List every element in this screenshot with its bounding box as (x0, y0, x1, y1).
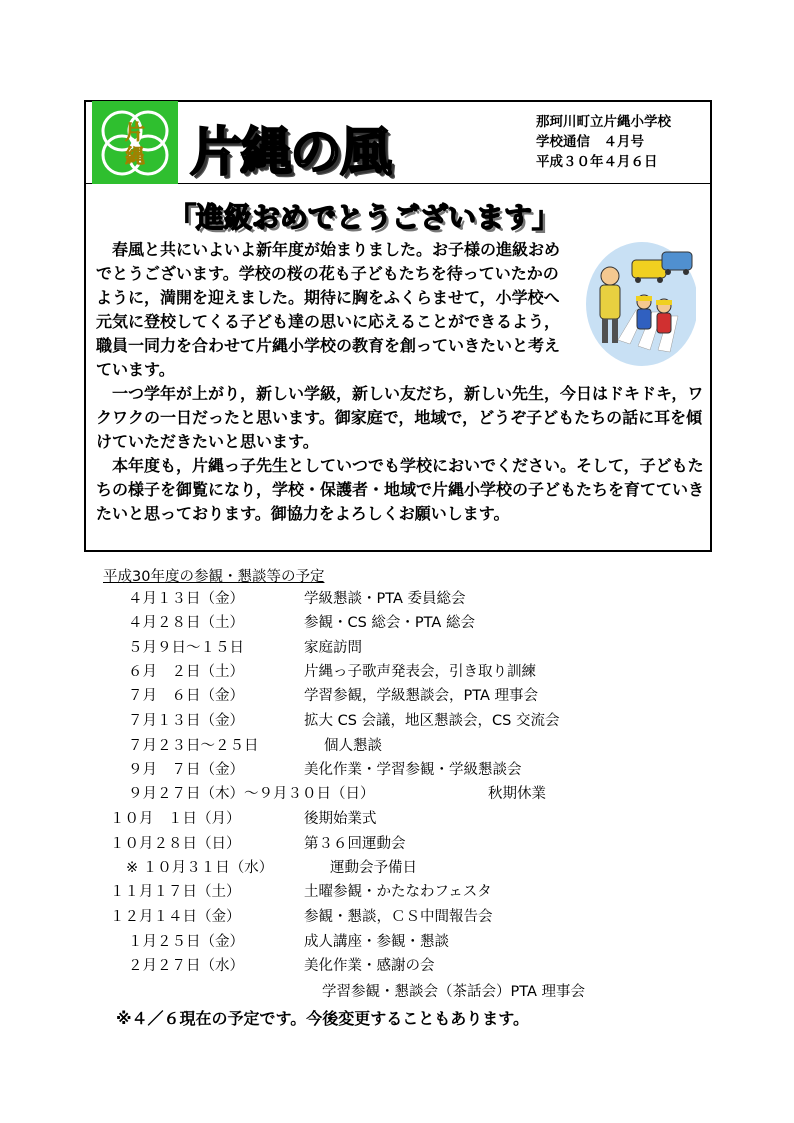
schedule-date: ９月 ７日（金） (128, 762, 244, 778)
schedule-note: ※４／６現在の予定です。今後変更することもあります。 (116, 1009, 529, 1028)
schedule-date: ６月 ２日（土） (128, 664, 244, 680)
schedule-date: ※ １０月３１日（水） (126, 860, 274, 876)
schedule-row (128, 760, 522, 780)
message-paragraph-2: 一つ学年が上がり，新しい学級，新しい友だち，新しい先生，今日はドキドキ，ワクワクの一日だったと思います。御家庭で，地域で，どうぞ子どもたちの話に耳を傾けていただきたいと思います。 (96, 384, 704, 451)
issue-date: 平成３０年４月６日 (536, 154, 658, 170)
schedule-event: 運動会予備日 (330, 860, 417, 876)
schedule-row (128, 662, 536, 682)
schedule-event: 拡大 CS 会議，地区懇談会，CS 交流会 (304, 713, 560, 729)
school-logo (92, 101, 178, 184)
schedule-row (110, 809, 377, 829)
issue-label: 学校通信 ４月号 (536, 134, 644, 150)
school-emblem-icon (92, 101, 178, 184)
schedule-event: 学習参観，学級懇談会，PTA 理事会 (304, 688, 539, 704)
schedule-date: １１月１７日（土） (110, 884, 241, 900)
schedule-row (128, 613, 475, 633)
schedule-event: 片縄っ子歌声発表会，引き取り訓練 (304, 664, 536, 680)
schedule-date: ７月 ６日（金） (128, 688, 244, 704)
svg-text:縄: 縄 (125, 144, 145, 168)
schedule-row (110, 834, 406, 854)
schedule-event: 後期始業式 (304, 811, 377, 827)
schedule-date: ７月２３日～２５日 (128, 738, 259, 754)
schedule-row (128, 784, 546, 804)
schedule-row (128, 711, 560, 731)
schedule-row (128, 589, 466, 609)
svg-text:片: 片 (125, 120, 145, 144)
schedule-event: 学級懇談・PTA 委員総会 (304, 591, 466, 607)
schedule-row (110, 907, 493, 927)
schedule-event: 秋期休業 (488, 786, 546, 802)
schedule-event: 第３６回運動会 (304, 836, 406, 852)
schedule-date: ７月１３日（金） (128, 713, 244, 729)
schedule-row (128, 932, 449, 952)
schedule-date: ４月１３日（金） (128, 591, 244, 607)
schedule-date: ２月２７日（水） (128, 958, 244, 974)
schedule-event: 美化作業・学習参観・学級懇談会 (304, 762, 522, 778)
schedule-event: 土曜参観・かたなわフェスタ (304, 884, 492, 900)
schedule-event: 参観・懇談，ＣＳ中間報告会 (304, 909, 493, 925)
schedule-row (128, 686, 539, 706)
schedule-date: １２月１４日（金） (110, 909, 241, 925)
schedule-date: ４月２８日（土） (128, 615, 244, 631)
schedule-date: ５月９日～１５日 (128, 640, 244, 656)
message-paragraph-1: 春風と共にいよいよ新年度が始まりました。お子様の進級おめでとうございます。学校の桜の花も子どもたちを待っていたかのように，満開を迎えました。期待に胸をふくらませて，小学校へ元気に登校してくる子ども達の思いに応えることができるよう，職員一同力を合わせて片縄小学校の教育を創っていきたいと考えています。 (96, 240, 561, 379)
schedule-row (128, 956, 435, 976)
schedule-date: １０月２８日（日） (110, 836, 241, 852)
newsletter-title: 片縄の風 (190, 123, 391, 183)
schedule-event: 参観・CS 総会・PTA 総会 (304, 615, 475, 631)
schedule-title: 平成30年度の参観・懇談等の予定 (103, 569, 325, 585)
header-info (536, 112, 671, 172)
schedule-event: 美化作業・感謝の会 (304, 958, 435, 974)
schedule-date: ９月２７日（木）～９月３０日（日） (128, 786, 375, 802)
message-paragraph-3: 本年度も，片縄っ子先生としていつでも学校においでください。そして，子どもたちの様子を御覧になり，学校・保護者・地域で片縄小学校の子どもたちを育てていきたいと思っております。御協力をよろしくお願いします。 (96, 456, 705, 523)
crossing-guard-illustration (578, 240, 696, 368)
schedule-row (128, 736, 382, 756)
schedule-event: 家庭訪問 (304, 640, 362, 656)
message-heading: 「進級おめでとうございます」 (168, 201, 561, 234)
schedule-date: １０月 １日（月） (110, 811, 241, 827)
crosswalk-children-icon (578, 240, 696, 368)
schedule-row (128, 638, 362, 658)
schedule-date: １月２５日（金） (128, 934, 244, 950)
school-name: 那珂川町立片縄小学校 (536, 114, 671, 130)
schedule-row (110, 882, 492, 902)
schedule-row (126, 858, 417, 878)
schedule-event: 個人懇談 (324, 738, 382, 754)
schedule-continuation: 学習参観・懇談会（茶話会）PTA 理事会 (322, 984, 586, 1000)
schedule-event: 成人講座・参観・懇談 (304, 934, 449, 950)
